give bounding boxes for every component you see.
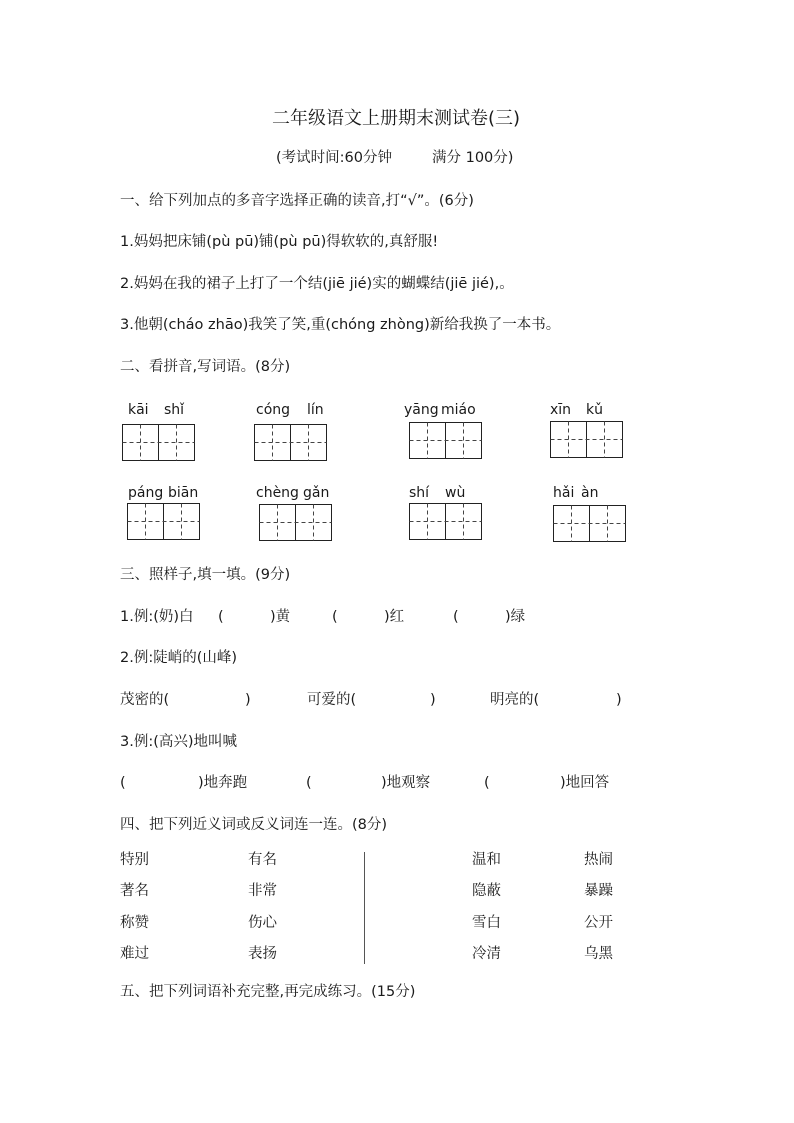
writing-grid[interactable] [259,504,331,540]
pinyin: àn [581,485,599,501]
writing-grid[interactable] [553,505,625,541]
example-1: 1.例:(奶)白 [120,609,194,625]
blank-answer[interactable]: )黄 [270,609,291,625]
pinyin: shí [409,485,430,501]
blank-answer[interactable]: 明亮的( [490,692,540,708]
blank-close: ) [430,692,436,708]
word[interactable]: 冷清 [472,946,501,962]
pinyin: gǎn [303,485,330,501]
blank-open: ( [306,775,312,791]
blank-answer[interactable]: 茂密的( [120,692,170,708]
word[interactable]: 温和 [472,852,501,868]
pinyin: hǎi [553,485,575,501]
pinyin: miáo [441,402,476,418]
pinyin: páng [128,485,164,501]
pinyin: xīn [550,402,572,418]
blank-open: ( [120,775,126,791]
example-3: 3.例:(高兴)地叫喊 [120,734,238,750]
pinyin: kǔ [586,402,603,418]
word[interactable]: 有名 [248,852,277,868]
word[interactable]: 难过 [120,946,149,962]
blank-answer[interactable]: )地奔跑 [198,775,248,791]
pinyin: wù [445,485,466,501]
word[interactable]: 著名 [120,883,149,899]
blank-open: ( [218,609,224,625]
writing-grid[interactable] [122,424,194,460]
writing-grid[interactable] [409,422,481,458]
writing-grid[interactable] [127,503,199,539]
blank-answer[interactable]: )地回答 [560,775,610,791]
column-divider [364,852,365,964]
word[interactable]: 称赞 [120,915,149,931]
pinyin: kāi [128,402,149,418]
blank-open: ( [453,609,459,625]
question-1-3: 3.他朝(cháo zhāo)我笑了笑,重(chóng zhòng)新给我换了一本书。 [120,317,561,333]
example-2: 2.例:陡峭的(山峰) [120,650,238,666]
blank-answer[interactable]: )地观察 [381,775,431,791]
pinyin: yāng [404,402,439,418]
word[interactable]: 表扬 [248,946,277,962]
writing-grid[interactable] [409,503,481,539]
pinyin: chèng [256,485,299,501]
pinyin: lín [307,402,324,418]
pinyin: shǐ [164,402,185,418]
exam-time: (考试时间:60分钟 [276,150,392,166]
section-1-heading: 一、给下列加点的多音字选择正确的读音,打“√”。(6分) [120,193,474,209]
blank-answer[interactable]: )绿 [505,609,526,625]
blank-close: ) [245,692,251,708]
section-5-heading: 五、把下列词语补充完整,再完成练习。(15分) [120,984,416,1000]
word[interactable]: 特别 [120,852,149,868]
word[interactable]: 隐蔽 [472,883,501,899]
word[interactable]: 乌黑 [584,946,613,962]
page-title: 二年级语文上册期末测试卷(三) [272,108,521,129]
exam-score: 满分 100分) [432,150,514,166]
question-1-2: 2.妈妈在我的裙子上打了一个结(jiē jié)实的蝴蝶结(jiē jié),。 [120,276,514,292]
blank-open: ( [484,775,490,791]
writing-grid[interactable] [550,421,622,457]
pinyin: cóng [256,402,291,418]
pinyin: biān [168,485,199,501]
word[interactable]: 非常 [248,883,277,899]
blank-close: ) [616,692,622,708]
writing-grid[interactable] [254,424,326,460]
word[interactable]: 雪白 [472,915,501,931]
word[interactable]: 伤心 [248,915,277,931]
word[interactable]: 暴躁 [584,883,613,899]
section-4-heading: 四、把下列近义词或反义词连一连。(8分) [120,817,388,833]
word[interactable]: 热闹 [584,852,613,868]
question-1-1: 1.妈妈把床铺(pù pū)铺(pù pū)得软软的,真舒服! [120,234,439,250]
blank-answer[interactable]: 可爱的( [307,692,357,708]
section-2-heading: 二、看拼音,写词语。(8分) [120,359,291,375]
blank-answer[interactable]: )红 [384,609,405,625]
section-3-heading: 三、照样子,填一填。(9分) [120,567,291,583]
blank-open: ( [332,609,338,625]
word[interactable]: 公开 [584,915,613,931]
